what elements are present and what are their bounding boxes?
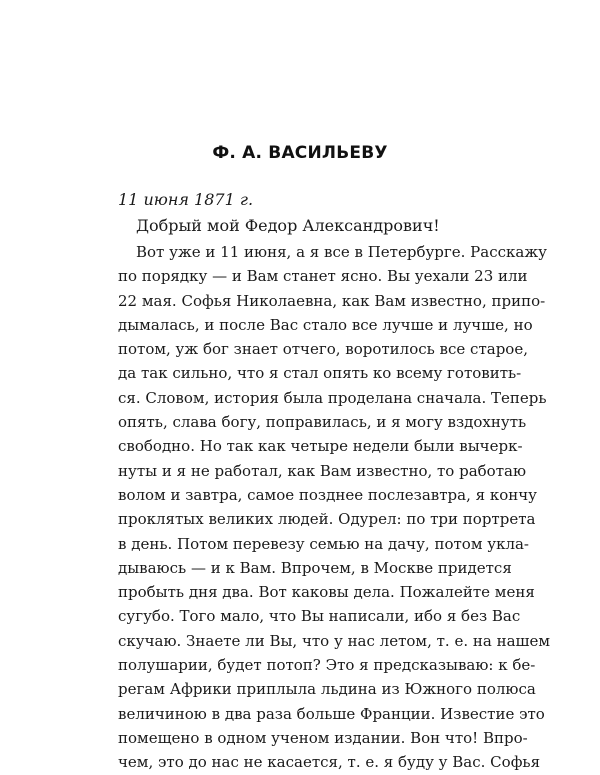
body-line: свободно. Но так как четыре недели были вычерк- [118, 437, 523, 456]
body-line: опять, слава богу, поправилась, и я могу вздохнуть [118, 413, 527, 432]
body-line: потом, уж бог знает отчего, воротилось все старое, [118, 340, 528, 359]
body-line: в день. Потом перевезу семью на дачу, потом укла- [118, 534, 529, 553]
body-line: ся. Словом, история была проделана сначала. Теперь [118, 388, 547, 407]
body-line: регам Африки приплыла льдина из Южного полюса [118, 680, 536, 699]
body-line: проклятых великих людей. Одурел: по три портрета [118, 510, 536, 529]
body-line: величиною в два раза больше Франции. Известие это [118, 704, 545, 723]
body-line: дымалась, и после Вас стало все лучше и лучше, но [118, 315, 533, 334]
letter-greeting: Добрый мой Федор Александрович! [136, 216, 440, 235]
body-line: пробыть дня два. Вот каковы дела. Пожалейте меня [118, 583, 535, 602]
body-line: сугубо. Того мало, что Вы написали, ибо я без Вас [118, 607, 521, 626]
letter-heading: Ф. А. ВАСИЛЬЕВУ [212, 143, 388, 163]
body-line: 22 мая. Софья Николаевна, как Вам известно, припо- [118, 291, 546, 310]
body-line: полушарии, будет потоп? Это я предсказываю: к бе- [118, 656, 536, 675]
body-line: скучаю. Знаете ли Вы, что у нас летом, т. е. на нашем [118, 631, 550, 650]
body-line: помещено в одном ученом издании. Вон что! Впро- [118, 728, 528, 747]
body-line: чем, это до нас не касается, т. е. я буду у Вас. Софья [118, 753, 541, 772]
letter-date: 11 июня 1871 г. [118, 190, 254, 209]
body-line: по порядку — и Вам станет ясно. Вы уехали 23 или [118, 267, 528, 286]
body-line: Вот уже и 11 июня, а я все в Петербурге. Расскажу [136, 243, 547, 261]
body-line: дываюсь — и к Вам. Впрочем, в Москве придется [118, 558, 512, 577]
letter-body [118, 240, 550, 775]
body-line: нуты и я не работал, как Вам известно, то работаю [118, 461, 527, 480]
body-line: да так сильно, что я стал опять ко всему готовить- [118, 364, 522, 383]
body-line: волом и завтра, самое позднее послезавтра, я кончу [118, 485, 537, 504]
